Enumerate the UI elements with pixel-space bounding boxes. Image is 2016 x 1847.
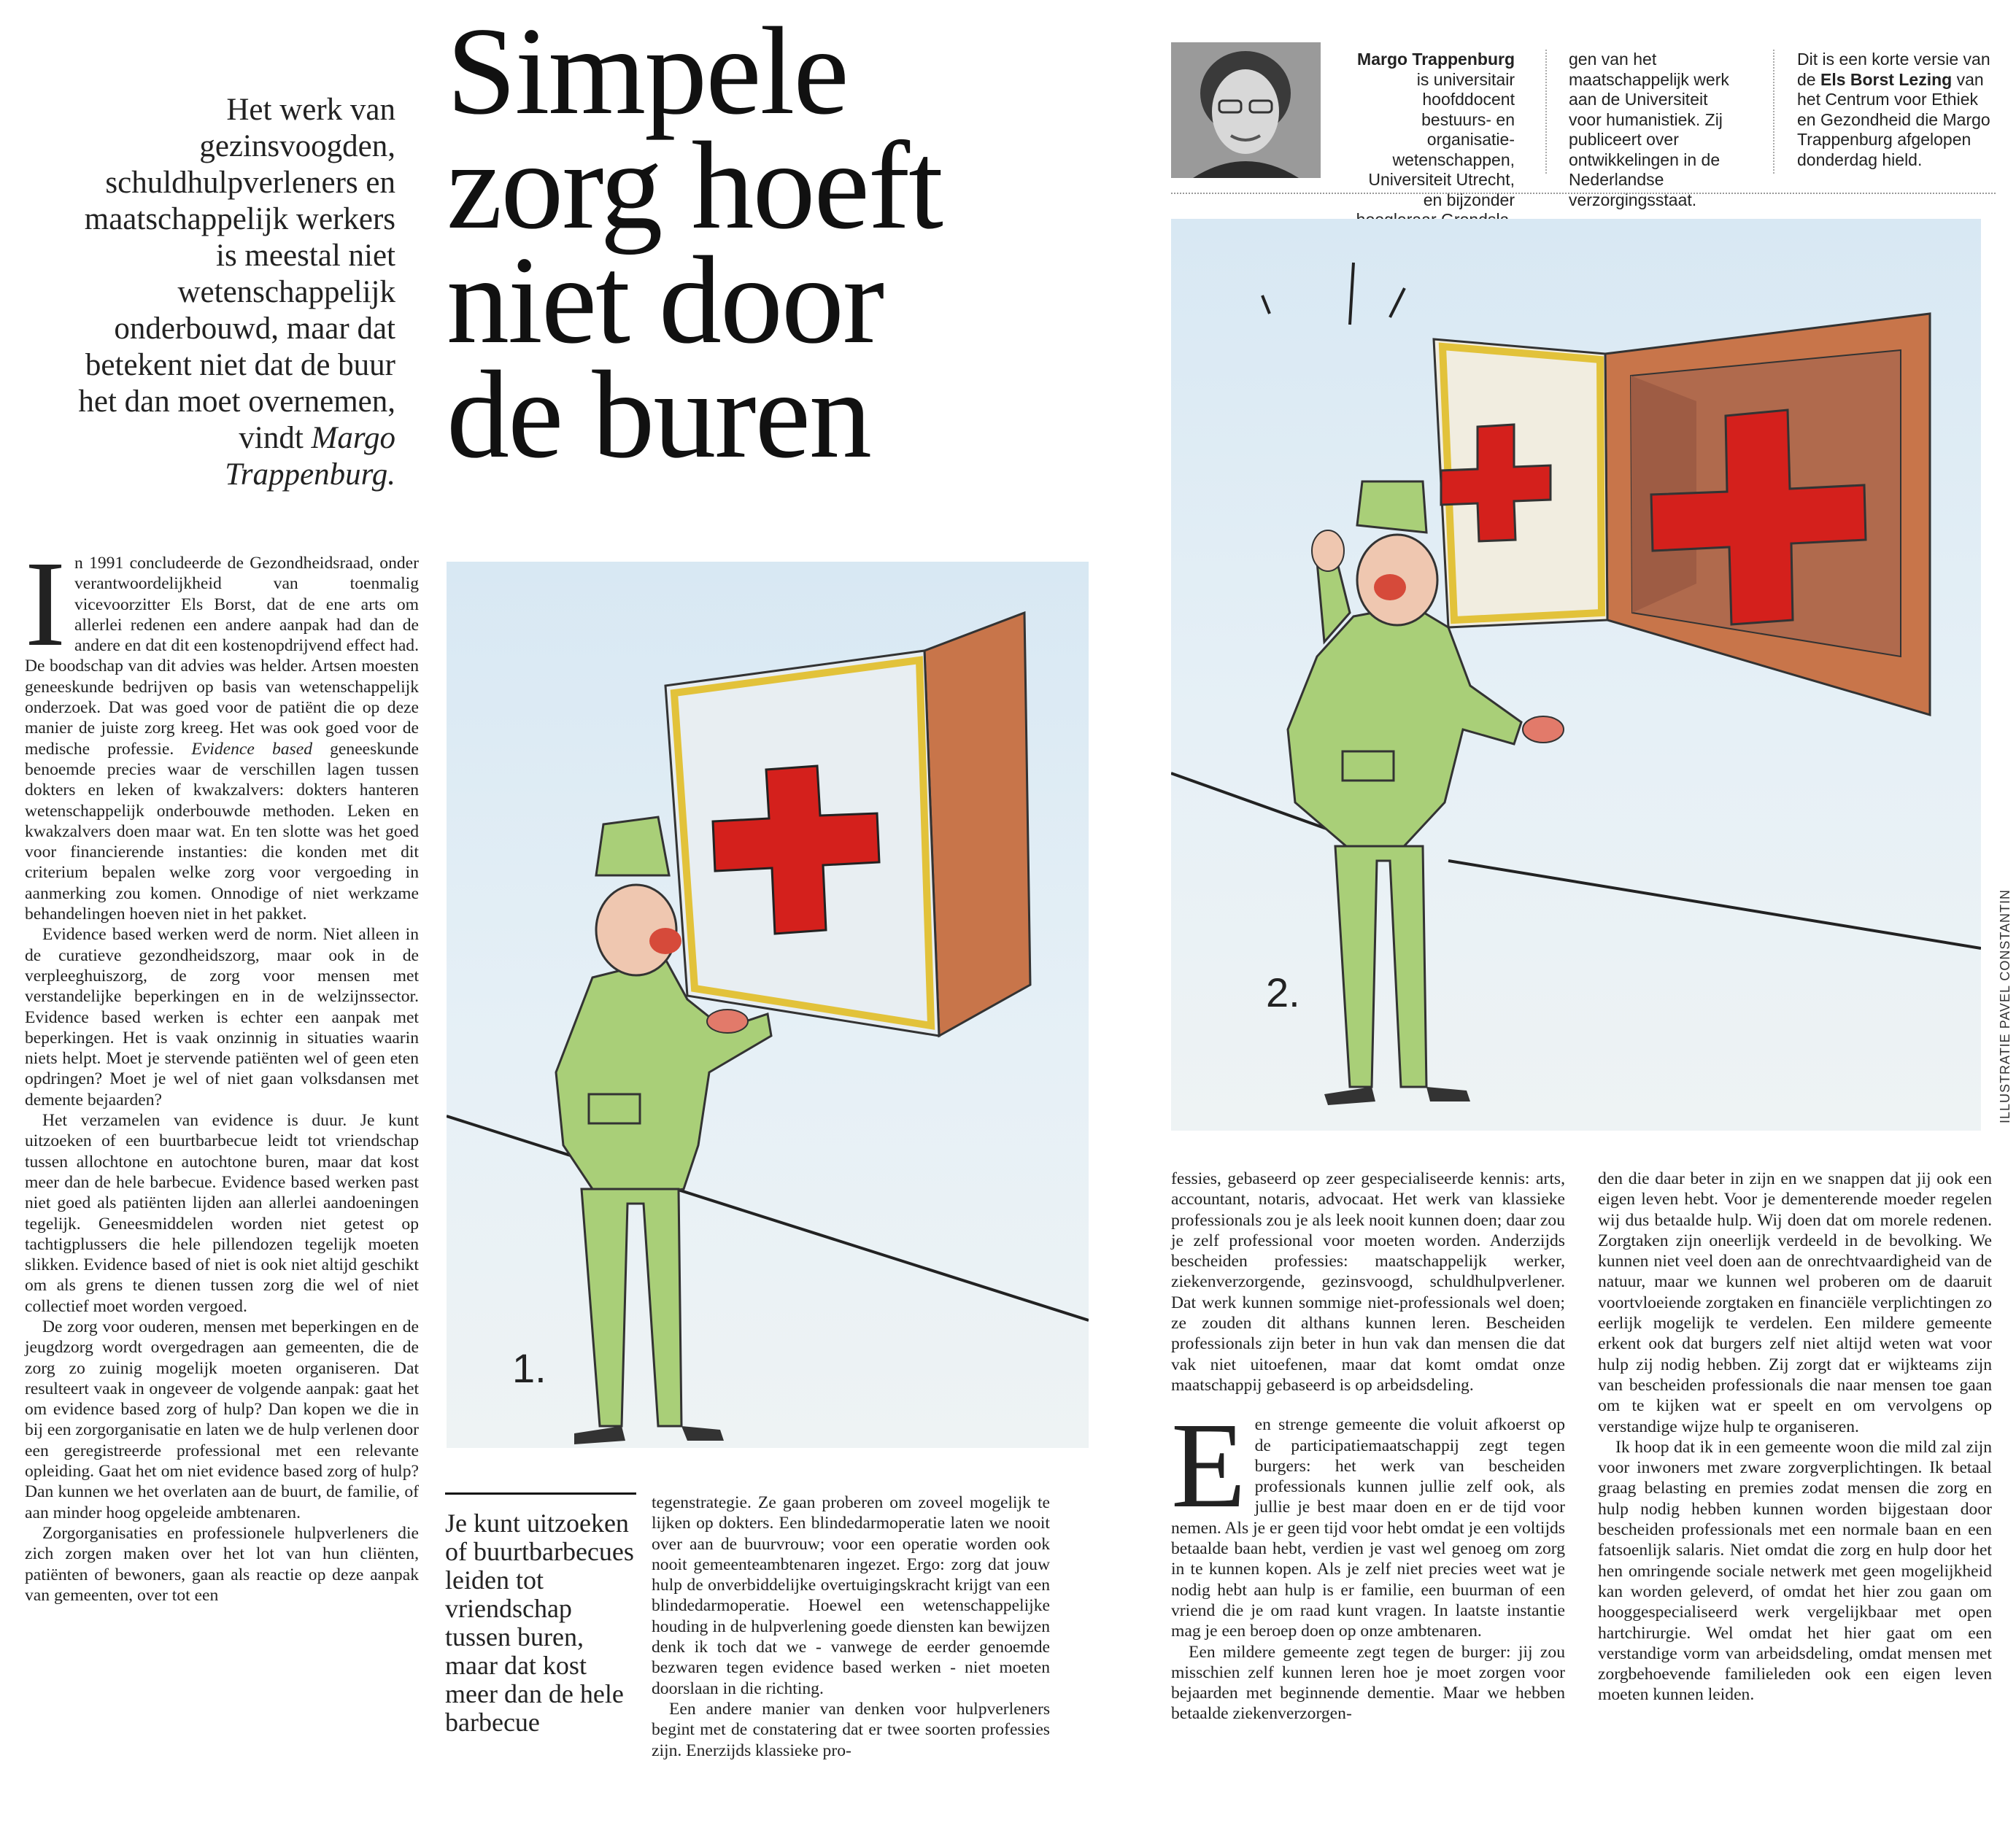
author-box-rule [1171, 193, 1996, 194]
bio-divider [1545, 50, 1547, 174]
author-photo [1171, 42, 1321, 178]
article-column-3 [1171, 1169, 1565, 1724]
paragraph: De zorg voor ouderen, mensen met beperkingen en de jeugdzorg wordt overgedragen aan gemeenten, die de zorg zo zuinig mogelijk moeten organiseren. Dat resulteert vaak in ongeveer de volgende aanpak: gaat het om evidence based zorg of hulp? Dan kopen we die in bij een zorgorganisatie en laten we de hulp verlenen door een geregistreerde professional met een relevante opleiding. Gaat het om niet evidence based zorg of hulp? Dan kunnen we het overlaten aan de buurt, de familie, of aan minder hoog opgeleide ambtenaren. [25, 1317, 419, 1522]
pull-quote: Je kunt uitzoeken of buurtbarbecues leiden tot vriendschap tussen buren, maar dat kost meer dan de hele barbecue [445, 1492, 636, 1737]
article-column-4 [1598, 1169, 1992, 1705]
lecture-note-before: Dit is een korte versie van de [1797, 50, 1990, 89]
article-column-1 [25, 536, 419, 1606]
author-bio-2: gen van het maatschappelijk werk aan de Universiteit voor humanistiek. Zij publiceert over ontwikkelingen in de Nederlandse verzorgingsstaat. [1569, 50, 1729, 209]
panel-1-label: 1. [512, 1345, 547, 1391]
illustration-credit: ILLUSTRATIE PAVEL CONSTANTIN [1998, 888, 2012, 1123]
paragraph-text: en strenge gemeente die voluit afkoerst op de participatiemaatschappij zegt tegen burgers: het werk van bescheiden professionals kunnen jullie zelf ook, als jullie je best maar doen en er de tijd voor nemen. Als je er geen tijd voor hebt omdat je een voltijds betaalde baan hebt, verdien je vast wel genoeg om zorg in te kunnen kopen. Als je zelf niet precies weet wat je nodig hebt aan hulp is er familie, een buurman of een vriend die je om raad kunt vragen. In laatste instantie mag je een beroep doen op onze ambtenaren. [1171, 1415, 1565, 1641]
lecture-note [1797, 50, 1996, 170]
intro-author: Margo Trappenburg. [225, 421, 395, 492]
paragraph [25, 536, 419, 924]
article-column-2 [652, 1492, 1050, 1761]
intro-text: Het werk van gezinsvoogden, schuldhulpverleners en maatschappelijk werkers is meestal niet wetenschappelijk onderbouwd, maar dat betekent niet dat de buur het dan moet overnemen, vindt [78, 93, 395, 455]
italic-term: Evidence based [191, 739, 313, 759]
paragraph: tegenstrategie. Ze gaan proberen om zoveel mogelijk te lijken op dokters. Een blindedarmoperatie laten we nooit over aan de buurvrouw; voor een operatie worden ook nooit gemeenteambtenaren ingezet. Ergo: zorg dat jouw hulp de onverbiddelijke overtuigingskracht krijgt van een blindedarmoperatie. Hoewel een wetenschappelijke houding in de hulpverlening goede diensten kan bewijzen denk ik toch dat we - vanwege de eerder genoemde bezwaren tegen evidence based werken - niet moeten doorslaan in die richting. [652, 1493, 1050, 1698]
paragraph: Evidence based werken werd de norm. Niet alleen in de curatieve gezondheidszorg, maar ook in de verpleeghuiszorg, de zorg voor mensen met verstandelijke beperkingen en in de welzijnssector. Evidence based werken is echter een aanpak met beperkingen. Het is vaak onzinnig in situaties waarin niets helpt. Moet je stervende patiënten wel of geen eten opdringen? Moet je wel of niet gaan volksdansen met demente bejaarden? [25, 925, 419, 1110]
lecture-note-after: van het Centrum voor Ethiek en Gezondheid die Margo Trappenburg afgelopen donderdag hield. [1797, 69, 1990, 169]
paragraph: Het verzamelen van evidence is duur. Je kunt uitzoeken of een buurtbarbecue leidt tot vriendschap tussen allochtone en autochtone buren, maar dat kost meer dan de hele barbecue. Evidence based werken past niet goed als patiënten lijden aan allerlei aandoeningen tegelijk. Geneesmiddelen worden niet getest op tachtigplussers die hele pillendozen tegelijk moeten slikken. Evidence based of niet is ook niet altijd geschikt om als grens te dienen tussen zorg die wel of niet collectief moet worden vergoed. [25, 1111, 419, 1316]
paragraph-text: n 1991 concludeerde de Gezondheidsraad, onder verantwoordelijkheid van toenmalig vicevoorzitter Els Borst, dat de ene arts om allerlei redenen een andere aanpak had dan de andere en dat dit een kostenopdrijvend effect had. De boodschap van dit advies was helder. Artsen moesten geneeskunde bedrijven op basis van wetenschappelijk onderzoek. Dat was goed voor de patiënt die op deze manier de juiste zorg kreeg. Het was ook goed voor de medische professie. [25, 554, 419, 759]
paragraph: Zorgorganisaties en professionele hulpverleners die zich zorgen maken over het lot van hun cliënten, patiënten of bewoners, gaan als reactie op deze aanpak van gemeenten, over tot een [25, 1523, 419, 1605]
panel-2-label: 2. [1266, 969, 1300, 1015]
author-bio-part1: is universitair hoofddocent bestuurs- en organisatiewetenschappen, Universiteit Utrecht, en bijzonder [1368, 69, 1515, 209]
drop-cap: I [25, 536, 66, 672]
paragraph: Een andere manier van denken voor hulpverleners begint met de constatering dat er twee soorten professies zijn. Enerzijds klassieke pro- [652, 1699, 1050, 1760]
paragraph: den die daar beter in zijn en we snappen dat jij ook een eigen leven hebt. Voor je dementerende moeder regelen wij dus betaalde hulp. Wij doen dat om morele redenen. Zorgtaken zijn oneerlijk verdeeld in de bevolking. We kunnen niet veel doen aan de onrechtvaardigheid van de natuur, maar we kunnen wel proberen om de daaruit voortvloeiende zorgtaken en financiële verplichtingen zo eerlijk mogelijk te verdelen. Een mildere gemeente erkent ook dat burgers zelf niet altijd weten wat voor hulp zij nodig hebben. Zij zorgt dat er wijkteams zijn van bescheiden professionals die naar mensen toe gaan om te kijken wat er speelt en om vervolgens op verstandige wijze hulp te organiseren. [1598, 1169, 1992, 1436]
drop-cap: E [1171, 1398, 1246, 1534]
author-name: Margo Trappenburg [1357, 50, 1515, 69]
paragraph [1171, 1398, 1565, 1641]
paragraph: fessies, gebaseerd op zeer gespecialiseerde kennis: arts, accountant, notaris, advocaat. Het werk van klassieke professionals zou je als leek nooit kunnen doen; daar zou je zelf professional voor moeten worden. Anderzijds bescheiden professies: maatschappelijk werker, ziekenverzorgende, gezinsvoogd, schuldhulpverlener. Dat werk kunnen sommige niet-professionals wel doen; ze zouden dit althans kunnen leren. Bescheiden professionals zijn beter in hun vak dan mensen die dat vak niet uitoefenen, maar dat komt omdat onze maatschappij gebaseerd is op arbeidsdeling. [1171, 1169, 1565, 1395]
paragraph: Een mildere gemeente zegt tegen de burger: jij zou misschien zelf kunnen leren hoe je moet zorgen voor bejaarden met beginnende dementie. Maar we hebben betaalde ziekenverzorgen- [1171, 1642, 1565, 1724]
intro-standfirst [66, 92, 395, 493]
author-bio-1 [1348, 50, 1515, 231]
lecture-name: Els Borst Lezing [1820, 69, 1953, 89]
headline: Simpele zorg hoeft niet door de buren [447, 2, 942, 484]
bio-divider [1773, 50, 1774, 174]
illustration-panel-2 [1171, 219, 1981, 1131]
paragraph-text: geneeskunde benoemde precies waar de verschillen lagen tussen dokters en leken of kwakzalvers: dokters hanteren wetenschappelijk onderbouwde methoden. Leken en kwakzalvers doen maar wat. En ten slotte was het goed voor financierende instanties: die konden met dit criterium bepalen welke zorg voor vergoeding in aanmerking zou komen. Onnodige of niet werkzame behandelingen hoeven niet in het pakket. [25, 739, 419, 924]
paragraph: Ik hoop dat ik in een gemeente woon die mild zal zijn voor inwoners met zware zorgverplichtingen. Ik betaal graag belasting en premies zodat mensen die zorg en hulp nodig hebben kunnen worden bijgestaan door bescheiden professionals met een normale baan en een fatsoenlijk salaris. Niet omdat die zorg en hulp door het hen omringende sociale netwerk met geen mogelijkheid kan worden geleverd, of omdat het hier zou gaan om hooggespecialiseerd werk vergelijkbaar met open hartchirurgie. Wel omdat het hier gaat om een verstandige vorm van arbeidsdeling, omdat mensen met zorgbehoevende familieleden ook een eigen leven moeten kunnen leiden. [1598, 1437, 1992, 1705]
illustration-panel-1 [447, 562, 1089, 1448]
